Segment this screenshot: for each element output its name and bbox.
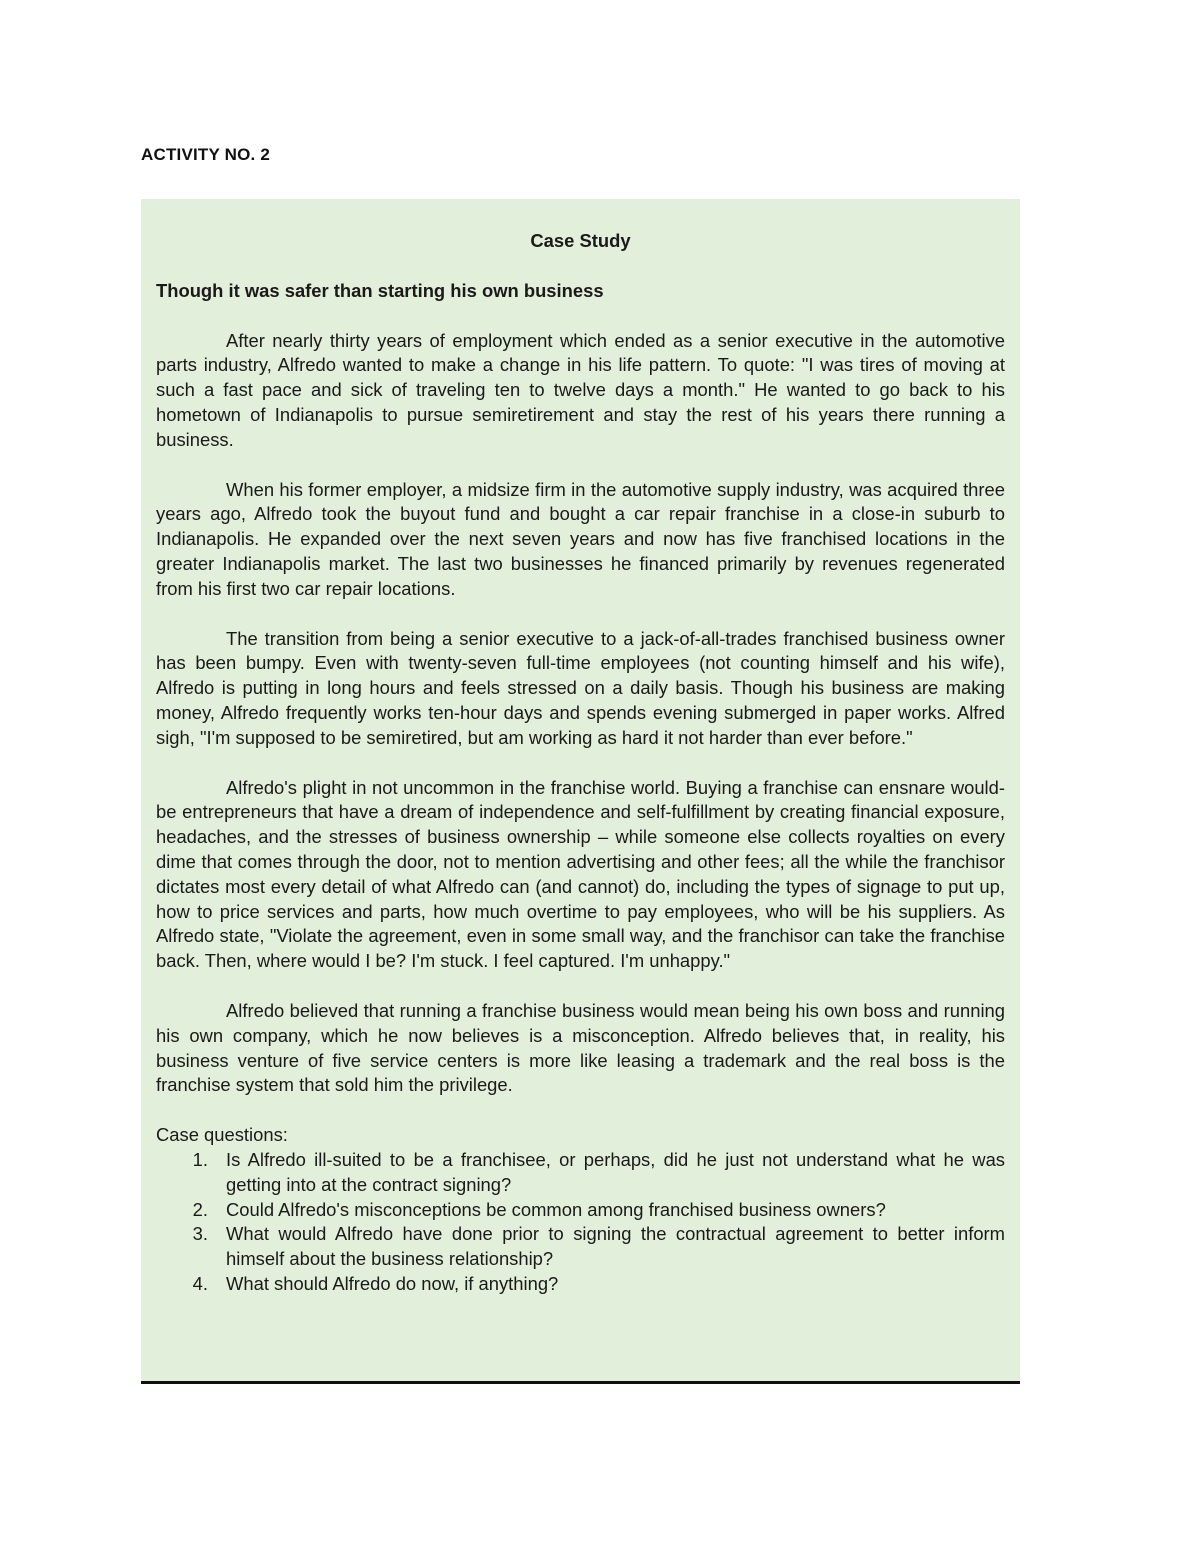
activity-heading: ACTIVITY NO. 2 <box>141 145 271 164</box>
case-study-box <box>141 199 1020 1384</box>
case-paragraph-2: When his former employer, a midsize firm in the automotive supply industry, was acquired three years ago, Alfredo took the buyout fund and bought a car repair franchise in a close-in suburb to Indianapolis. He expanded over the next seven years and now has five franchised locations in the greater Indianapolis market. The last two businesses he financed primarily by revenues regenerated from his first two car repair locations. <box>156 478 1005 599</box>
question-number-text: 4. <box>192 1272 208 1294</box>
question-number-text: 2. <box>192 1198 208 1220</box>
case-question-4 <box>156 1272 1005 1297</box>
question-number <box>156 1272 226 1297</box>
case-questions-label: Case questions: <box>156 1124 288 1146</box>
question-number-text: 1. <box>192 1148 208 1170</box>
question-text: What should Alfredo do now, if anything? <box>226 1272 559 1294</box>
case-study-subtitle: Though it was safer than starting his own business <box>156 279 604 301</box>
question-number <box>156 1198 226 1223</box>
case-study-content <box>156 229 1005 1297</box>
case-question-2 <box>156 1198 1005 1223</box>
case-study-title: Case Study <box>530 230 631 251</box>
question-text: Could Alfredo's misconceptions be common among franchised business owners? <box>226 1198 886 1220</box>
case-questions-list <box>156 1148 1005 1297</box>
question-number <box>156 1148 226 1198</box>
question-number <box>156 1222 226 1272</box>
question-text: What would Alfredo have done prior to signing the contractual agreement to better inform himself about the business relationship? <box>226 1223 1005 1270</box>
case-paragraph-5: Alfredo believed that running a franchise business would mean being his own boss and running his own company, which he now believes is a misconception. Alfredo believes that, in reality, his business venture of five service centers is more like leasing a trademark and the real boss is the franchise system that sold him the privilege. <box>156 999 1005 1096</box>
case-paragraph-1: After nearly thirty years of employment which ended as a senior executive in the automotive parts industry, Alfredo wanted to make a change in his life pattern. To quote: "I was tires of moving at such a fast pace and sick of traveling ten to twelve days a month." He wanted to go back to his hometown of Indianapolis to pursue semiretirement and stay the rest of his years there running a business. <box>156 329 1005 450</box>
case-question-3 <box>156 1222 1005 1272</box>
case-question-1 <box>156 1148 1005 1198</box>
question-text: Is Alfredo ill-suited to be a franchisee, or perhaps, did he just not understand what he was getting into at the contract signing? <box>226 1148 1005 1195</box>
case-paragraph-4: Alfredo's plight in not uncommon in the franchise world. Buying a franchise can ensnare would-be entrepreneurs that have a dream of independence and self-fulfillment by creating financial exposure, headaches, and the stresses of business ownership – while someone else collects royalties on every dime that comes through the door, not to mention advertising and other fees; all the while the franchisor dictates most every detail of what Alfredo can (and cannot) do, including the types of signage to put up, how to price services and parts, how much overtime to pay employees, who will be his suppliers. As Alfredo state, "Violate the agreement, even in some small way, and the franchisor can take the franchise back. Then, where would I be? I'm stuck. I feel captured. I'm unhappy." <box>156 776 1005 972</box>
case-paragraph-3: The transition from being a senior executive to a jack-of-all-trades franchised business owner has been bumpy. Even with twenty-seven full-time employees (not counting himself and his wife), Alfredo is putting in long hours and feels stressed on a daily basis. Though his business are making money, Alfredo frequently works ten-hour days and spends evening submerged in paper works. Alfred sigh, "I'm supposed to be semiretired, but am working as hard it not harder than ever before." <box>156 627 1005 748</box>
question-number-text: 3. <box>192 1223 208 1245</box>
